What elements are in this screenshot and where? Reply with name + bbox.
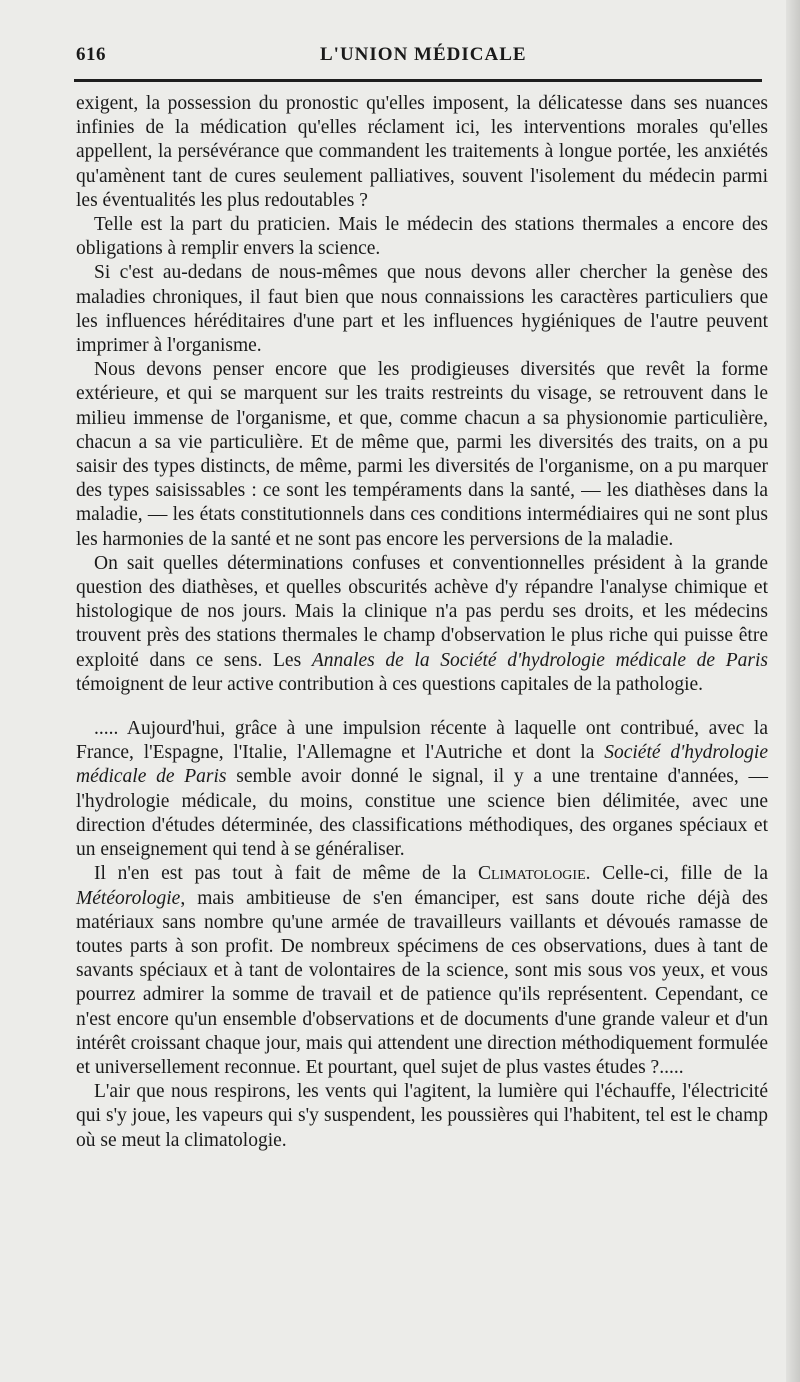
body-text xyxy=(76,92,768,1153)
society-reference: Société d'hydrologie médicale de Paris xyxy=(76,742,768,788)
paragraph: Si c'est au-dedans de nous-mêmes que nous devons aller chercher la genèse des maladies chroniques, il faut bien que nous connaissions les caractères particuliers que les influences héréditaires d'une part et les influences hygiéniques de l'autre peuvent imprimer à l'organisme. xyxy=(76,262,768,357)
paragraph: L'air que nous respirons, les vents qui l'agitent, la lumière qui l'échauffe, l'électricité qui s'y joue, les vapeurs qui s'y suspendent, les poussières qui l'habitent, tel est le champ où se meut la climatologie. xyxy=(76,1081,768,1151)
paragraph-continuation: exigent, la possession du pronostic qu'elles imposent, la délicatesse dans ses nuances infinies de la médication qu'elles réclament ici, les interventions morales qu'elles appellent, la persévérance que commandent les traitements à longue portée, les anxiétés qu'amènent tant de cures seulement palliatives, souvent l'isolement du médecin parmi les éventualités les plus redoutables ? xyxy=(76,93,768,211)
climatologie-term: Climatologie xyxy=(478,863,586,885)
page-number: 616 xyxy=(76,44,106,65)
paragraph: On sait quelles déterminations confuses et conventionnelles président à la grande question des diathèses, et quelles obscurités achève d'y répandre l'analyse chimique et histologique de nos jours. Mais la clinique n'a pas perdu ses droits, et les médecins trouvent près des stations thermales le champ d'observation le plus riche qui puisse être exploité dans ce sens. Les Annales de la Société d'hydrologie médicale de Paris témoignent de leur active contribution à ces questions capitales de la pathologie. xyxy=(76,552,769,695)
paragraph: Il n'en est pas tout à fait de même de la Climatologie. Celle-ci, fille de la Météorologie, mais ambitieuse de s'en émanciper, est sans doute riche déjà des matériaux sans nombre qu'une armée de travailleurs vaillants et dévoués ramasse de toutes parts à son profit. De nombreux spécimens de ces observations, dues à tant de savants spéciaux et à tant de volontaires de la science, sont mis sous vos yeux, et vous pourrez admirer la somme de travail et de patience qu'ils représentent. Cependant, ce n'est encore qu'un ensemble d'observations et de documents d'une grande valeur et d'un intérêt croissant chaque jour, mais qui attendent une direction méthodiquement formulée et universellement reconnue. Et pourtant, quel sujet de plus vastes études ?..... xyxy=(76,863,768,1078)
running-header xyxy=(76,44,766,74)
page-edge-shadow xyxy=(786,0,800,1382)
paragraph: Nous devons penser encore que les prodigieuses diversités que revêt la forme extérieure, et qui se marquent sur les traits restreints du visage, se retrouvent dans le milieu immense de l'organisme, et que, comme chacun a sa physionomie particulière, chacun a sa vie particulière. Et de même que, parmi les diversités des traits, on a pu saisir des types distincts, de même, parmi les diversités de l'organisme, on a pu marquer des types saisissables : ce sont les tempéraments dans la santé, — les diathèses dans la maladie, — les états constitutionnels dans ces conditions intermédiaires qui ne sont plus les harmonies de la santé et ne sont pas encore les perversions de la maladie. xyxy=(76,359,768,550)
paragraph: Telle est la part du praticien. Mais le médecin des stations thermales a encore des obligations à remplir envers la science. xyxy=(76,214,768,260)
journal-title: L'UNION MÉDICALE xyxy=(320,44,527,65)
meteorologie-term: Météorologie xyxy=(76,887,181,909)
paragraph: ..... Aujourd'hui, grâce à une impulsion récente à laquelle ont contribué, avec la France, l'Espagne, l'Italie, l'Allemagne et l'Autriche et dont la Société d'hydrologie médicale de Paris semble avoir donné le signal, il y a une trentaine d'années, — l'hydrologie médicale, du moins, constitue une science bien délimitée, avec une direction d'études déterminée, des classifications méthodiques, des organes spéciaux et un enseignement qui tend à se généraliser. xyxy=(76,718,768,861)
journal-reference: Annales de la Société d'hydrologie médicale de Paris xyxy=(311,649,769,671)
header-rule xyxy=(74,79,762,82)
